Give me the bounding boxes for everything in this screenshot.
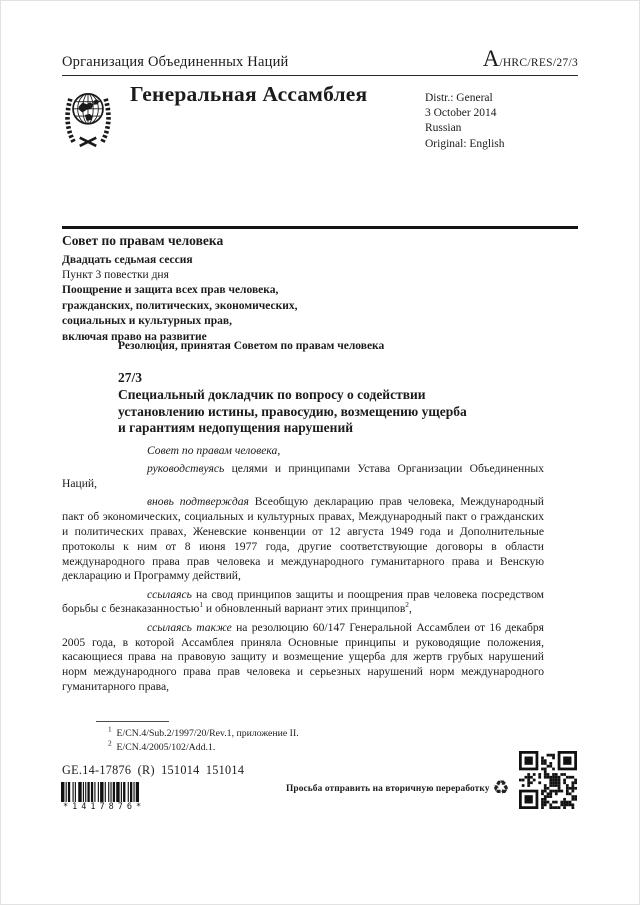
body-paragraph: ссылаясь также на резолюцию 60/147 Генеральной Ассамблеи от 16 декабря 2005 года, в которой Ассамблея приняла Основные принципы и руководящие положения, касающиеся права на правовую защиту и возмещение ущерба для жертв грубых нарушений норм международного права прав человека и серьезных нарушений норм международного гуманитарного права,	[62, 620, 544, 693]
footnote-separator	[96, 721, 169, 722]
recycle-icon: ♻	[492, 777, 510, 799]
agenda-title-line: включая право на развитие	[62, 330, 207, 343]
footnote-ref: 1	[199, 600, 204, 610]
un-emblem-icon	[62, 80, 114, 148]
resolution-title	[118, 387, 467, 436]
resolution-title-block	[118, 370, 467, 437]
body-paragraph: ссылаясь на свод принципов защиты и поощрения прав человека посредством борьбы с безнаказанностью$^1$ и обновленный вариант этих принципов$^2$,	[62, 587, 544, 616]
resolution-title-line: Специальный докладчик по вопросу о содействии	[118, 387, 426, 403]
distr-block	[425, 91, 505, 152]
doc-symbol-code: /HRC/RES/27/3	[499, 57, 578, 69]
distr-line: Distr.: General	[425, 92, 493, 104]
agenda-title-line: социальных и культурных прав,	[62, 315, 232, 328]
masthead-title: Генеральная Ассамблея	[130, 82, 368, 106]
recycle-note-row	[286, 779, 510, 798]
barcode	[61, 782, 146, 812]
footnote-number: 1	[108, 724, 112, 734]
header-divider	[62, 75, 578, 76]
footnote	[62, 724, 299, 741]
footnote	[62, 738, 299, 755]
resolution-title-line: и гарантиям недопущения нарушений	[118, 420, 354, 436]
footnote-text: E/CN.4/Sub.2/1997/20/Rev.1, приложение II.	[111, 728, 299, 739]
ge-code: GE.14-17876 (R) 151014 151014	[62, 763, 245, 777]
session-block	[62, 233, 297, 345]
body-text	[62, 444, 544, 698]
section-divider	[62, 226, 578, 229]
header-row	[62, 46, 578, 72]
body-paragraph: вновь подтверждая Всеобщую декларацию прав человека, Международный пакт об экономических, социальных и культурных правах, Международный пакт о гражданских и политических правах, Женевские конвенции от 12 августа 1949 года и Дополнительные протоколы к ним от 8 июня 1977 года, другие соответствующие договоры в области международного права прав человека и международного гуманитарного права и Венскую декларацию и Программу действий,	[62, 495, 544, 583]
distr-line: 3 October 2014	[425, 107, 497, 120]
agenda-title	[62, 283, 297, 345]
qr-code-icon	[519, 751, 577, 809]
session-number: Двадцать седьмая сессия	[62, 254, 193, 266]
barcode-bars-icon	[61, 782, 139, 802]
footnotes	[62, 724, 299, 755]
body-paragraph: Совет по правам человека,	[147, 444, 281, 457]
distr-line: Russian	[425, 122, 462, 135]
footnote-number: 2	[108, 738, 112, 748]
footnote-text: E/CN.4/2005/102/Add.1.	[111, 741, 216, 753]
doc-symbol	[483, 46, 578, 72]
resolution-heading: Резолюция, принятая Советом по правам человека	[118, 340, 385, 352]
doc-symbol-letter: A	[482, 46, 500, 71]
agenda-item: Пункт 3 повестки дня	[62, 269, 169, 282]
agenda-title-line: гражданских, политических, экономических,	[62, 299, 298, 312]
footnote-ref: 2	[405, 600, 409, 610]
resolution-number: 27/3	[118, 370, 143, 385]
distr-line: Original: English	[425, 137, 505, 150]
barcode-text: *1417876*	[63, 802, 146, 812]
resolution-title-line: установлению истины, правосудию, возмещению ущерба	[118, 403, 467, 419]
agenda-title-line: Поощрение и защита всех прав человека,	[62, 284, 279, 297]
org-name: Организация Объединенных Наций	[62, 54, 289, 70]
council-title: Совет по правам человека	[62, 233, 224, 248]
body-paragraph: руководствуясь целями и принципами Устава Организации Объединенных Наций,	[62, 462, 544, 491]
recycle-note: Просьба отправить на вторичную переработку	[286, 783, 490, 794]
